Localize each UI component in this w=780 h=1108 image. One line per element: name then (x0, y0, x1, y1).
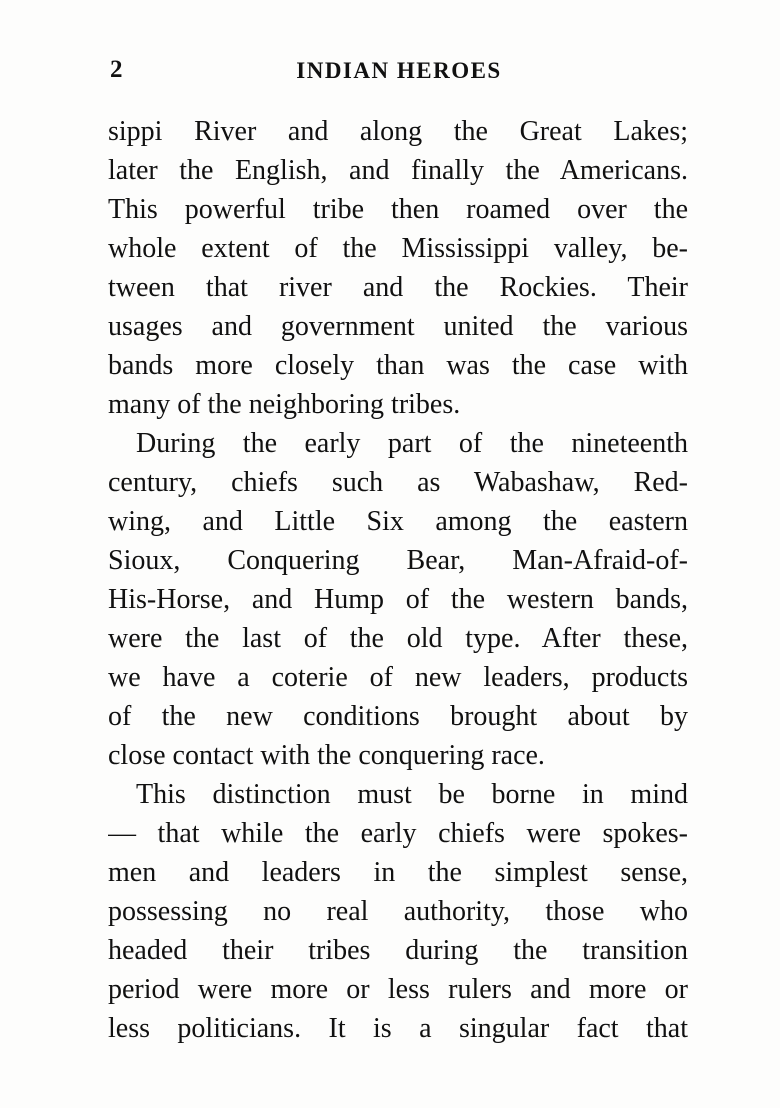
paragraph-2 (108, 424, 688, 775)
text-line: During the early part of the nineteenth (136, 428, 688, 459)
text-line: later the English, and finally the Americans. (108, 155, 688, 186)
text-line: men and leaders in the simplest sense, (108, 857, 688, 888)
text-line: of the new conditions brought about by (108, 701, 688, 732)
text-line: wing, and Little Six among the eastern (108, 506, 688, 537)
page-number: 2 (110, 56, 123, 83)
text-line: whole extent of the Mississippi valley, be- (108, 233, 688, 264)
text-line: sippi River and along the Great Lakes; (108, 116, 688, 147)
text-line: — that while the early chiefs were spokes- (108, 818, 688, 849)
text-line: This powerful tribe then roamed over the (108, 194, 688, 225)
text-line: usages and government united the various (108, 311, 688, 342)
text-line: we have a coterie of new leaders, products (108, 662, 688, 693)
running-head (108, 52, 690, 92)
text-line: close contact with the conquering race. (108, 740, 545, 771)
text-line: less politicians. It is a singular fact that (108, 1013, 688, 1044)
paragraph-3 (108, 775, 688, 1048)
text-line: were the last of the old type. After these, (108, 623, 688, 654)
paragraph-1 (108, 112, 688, 424)
text-line: tween that river and the Rockies. Their (108, 272, 688, 303)
text-line: headed their tribes during the transition (108, 935, 688, 966)
text-line: Sioux, Conquering Bear, Man-Afraid-of- (108, 545, 688, 576)
text-line: bands more closely than was the case with (108, 350, 688, 381)
text-line: century, chiefs such as Wabashaw, Red- (108, 467, 688, 498)
text-line: many of the neighboring tribes. (108, 389, 461, 420)
running-title: INDIAN HEROES (296, 58, 502, 83)
text-line: This distinction must be borne in mind (136, 779, 688, 810)
text-line: possessing no real authority, those who (108, 896, 688, 927)
text-line: period were more or less rulers and more or (108, 974, 688, 1005)
text-line: His-Horse, and Hump of the western bands, (108, 584, 688, 615)
body-text (108, 112, 688, 1048)
